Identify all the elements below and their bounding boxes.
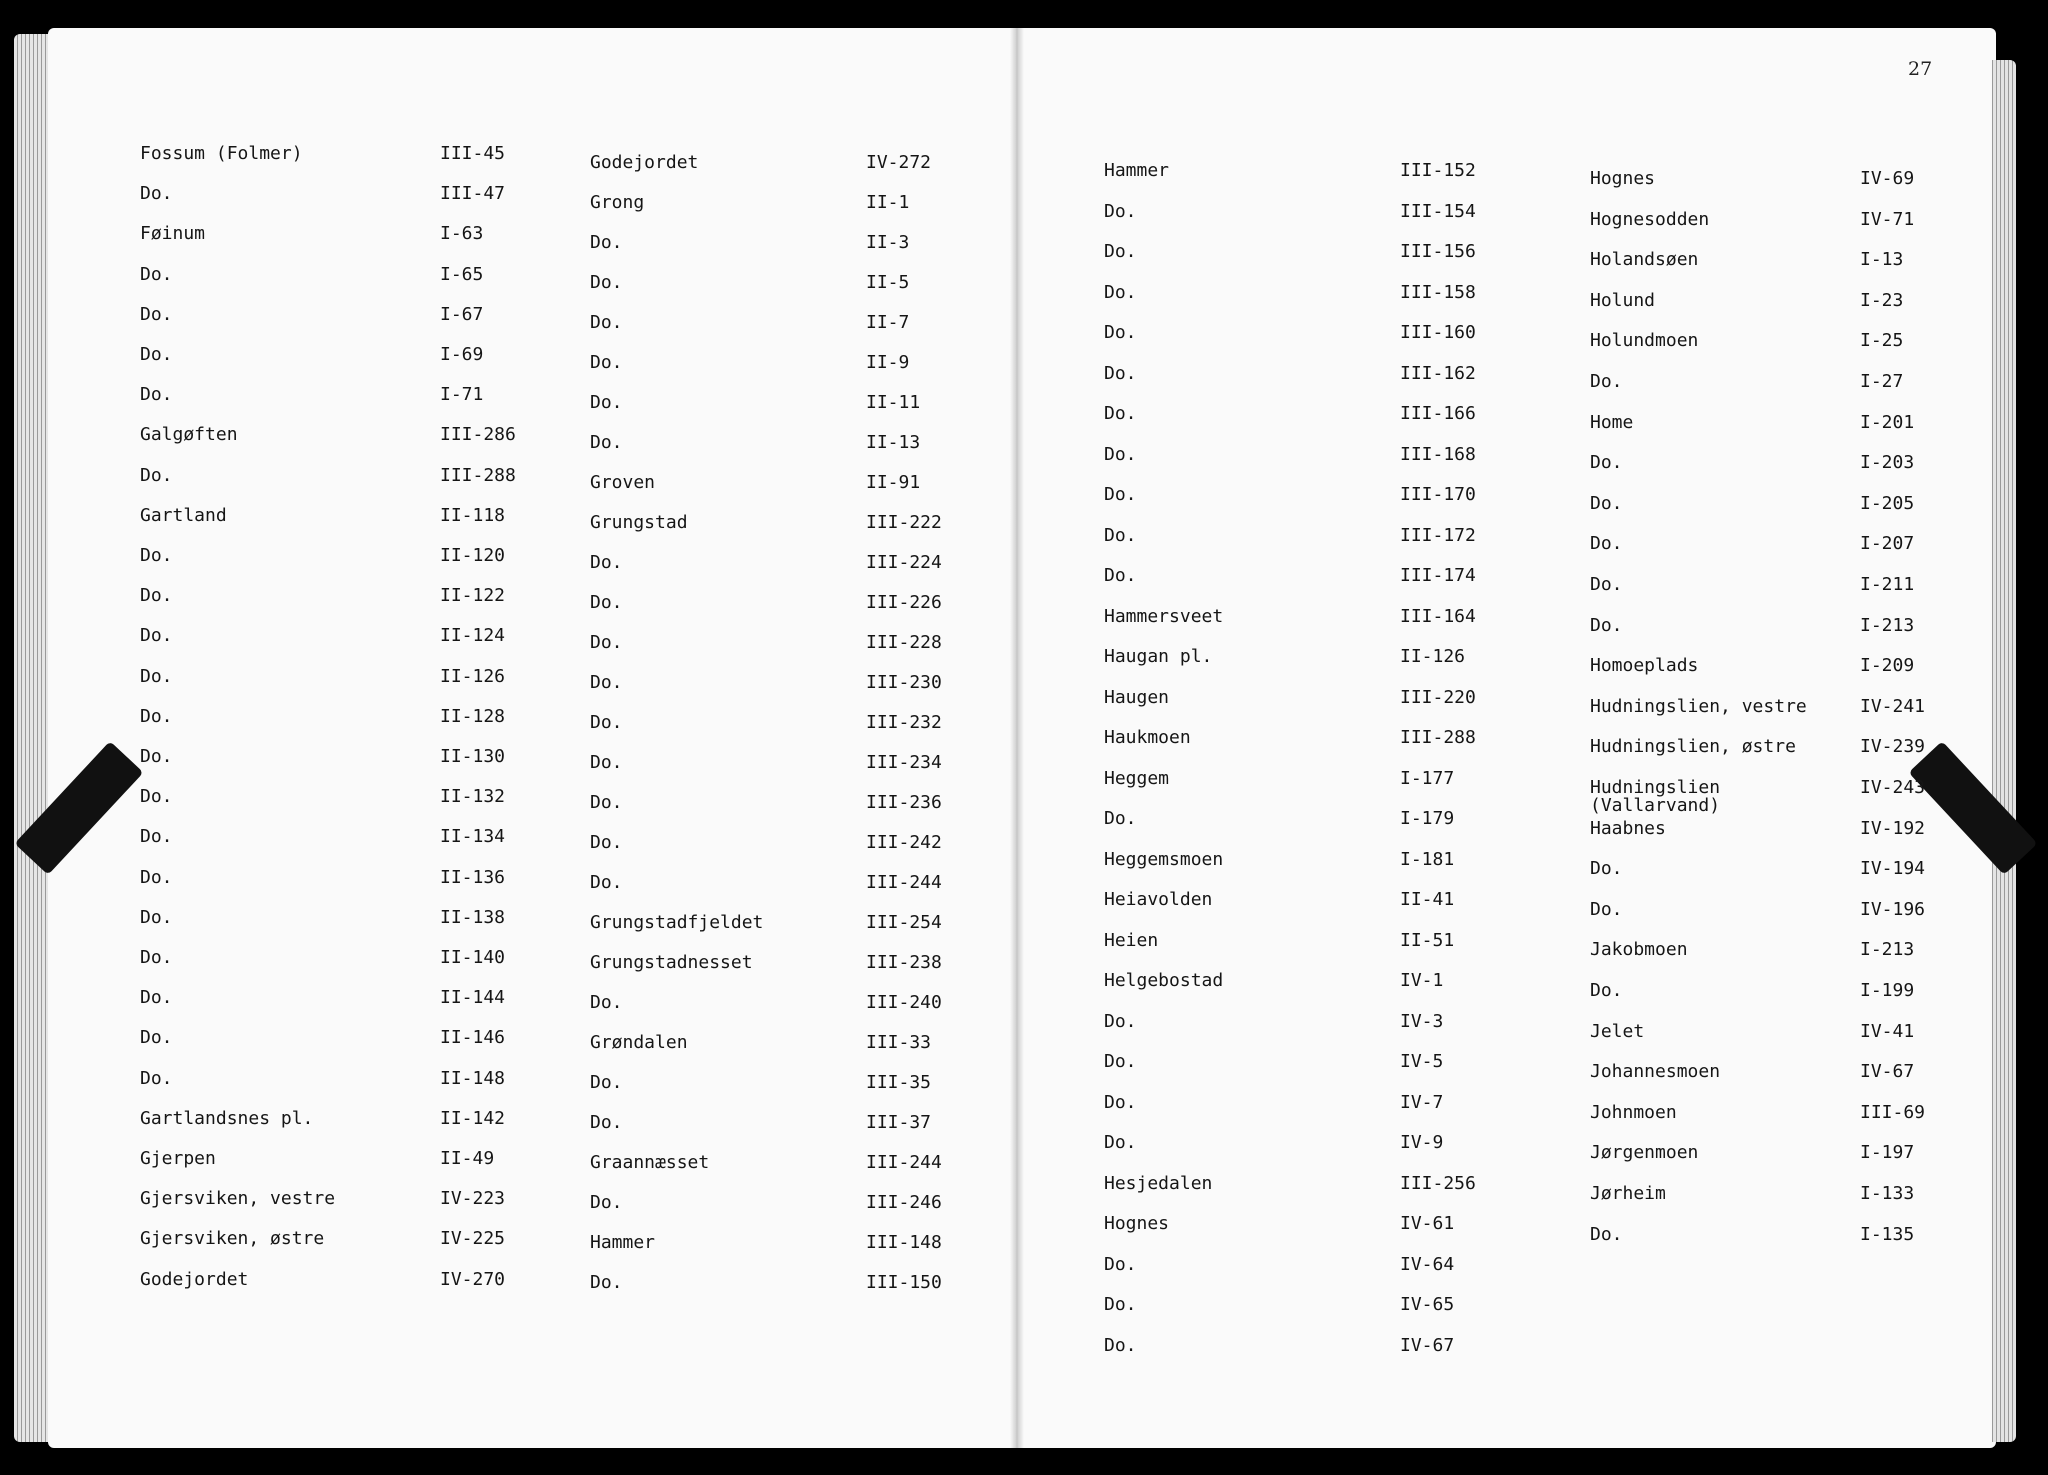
volume-page-ref: II-41 [1400,889,1455,910]
farm-name: Do. [1104,484,1137,505]
volume-page-ref: III-164 [1400,605,1476,627]
volume-page-ref: I-203 [1860,452,1915,474]
farm-name: Do. [1590,614,1623,636]
volume-page-ref: II-3 [866,232,910,253]
volume-page-ref: I-65 [440,263,484,285]
farm-name: Heggemsmoen [1104,848,1224,870]
farm-name: Do. [590,352,623,373]
farm-name: Hudningslien [1590,777,1721,798]
volume-page-ref: III-158 [1400,281,1476,303]
farm-name: Do. [1590,371,1623,392]
volume-page-ref: III-220 [1400,686,1476,708]
volume-page-ref: III-160 [1400,322,1476,343]
farm-name: Do. [140,705,173,727]
farm-name: Heggem [1104,767,1170,789]
page-number: 27 [1908,58,1933,80]
farm-name: Do. [1104,322,1137,343]
volume-page-ref: III-174 [1400,565,1476,586]
farm-name: Do. [590,632,623,653]
farm-name: Do. [140,786,173,808]
page-edges-left [14,34,52,1442]
farm-name: Galgøften [140,424,238,446]
farm-name: Haabnes [1590,817,1666,839]
volume-page-ref: IV-67 [1400,1334,1455,1356]
farm-name: Do. [1104,1132,1137,1153]
farm-name: Jørheim [1590,1183,1666,1204]
volume-page-ref: II-128 [440,705,506,727]
farm-name: Hognes [1104,1213,1170,1234]
volume-page-ref: IV-71 [1860,208,1915,230]
farm-name: Holandsøen [1590,249,1699,271]
volume-page-ref: II-11 [866,392,921,413]
volume-page-ref: II-122 [440,585,506,607]
farm-name: Hognesodden [1590,208,1710,230]
farm-name: Do. [1104,808,1137,829]
farm-name: Do. [590,792,623,813]
farm-name: Do. [140,625,173,647]
volume-page-ref: III-288 [440,464,516,486]
farm-name: Gjersviken, østre [140,1228,325,1250]
farm-name: Do. [140,303,173,325]
farm-name: Gjerpen [140,1148,216,1169]
volume-page-ref: IV-65 [1400,1294,1455,1315]
volume-page-ref: I-213 [1860,939,1915,961]
volume-page-ref: III-172 [1400,524,1476,546]
farm-name: Do. [1590,574,1623,595]
volume-page-ref: III-154 [1400,200,1476,222]
volume-page-ref: IV-41 [1860,1020,1915,1042]
farm-name: Do. [590,552,623,573]
farm-name: Do. [590,712,623,733]
volume-page-ref: II-142 [440,1107,506,1129]
volume-page-ref: III-156 [1400,241,1476,262]
book-gutter [1010,28,1024,1448]
volume-page-ref: I-207 [1860,533,1915,555]
farm-name: Do. [590,232,623,253]
volume-page-ref: I-67 [440,303,484,325]
volume-page-ref: I-133 [1860,1183,1915,1204]
volume-page-ref: III-45 [440,143,506,164]
volume-page-ref: IV-225 [440,1228,506,1250]
volume-page-ref: III-234 [866,752,942,773]
volume-page-ref: I-199 [1860,980,1915,1001]
farm-name: Do. [140,826,173,848]
farm-name: Føinum [140,223,206,245]
volume-page-ref: II-130 [440,746,506,767]
farm-name: Do. [140,906,173,928]
volume-page-ref: III-244 [866,1152,942,1173]
farm-name: Do. [140,344,173,365]
farm-name: Do. [1104,524,1137,546]
volume-page-ref: III-37 [866,1112,932,1133]
farm-name: Do. [1590,898,1623,920]
volume-page-ref: IV-69 [1860,168,1915,189]
volume-page-ref: III-33 [866,1032,932,1053]
farm-name: Do. [1104,403,1137,424]
volume-page-ref: II-118 [440,504,506,526]
farm-name: Haugen [1104,686,1170,708]
volume-page-ref: III-244 [866,872,942,893]
volume-page-ref: II-126 [1400,646,1466,667]
farm-name: Hammersveet [1104,605,1224,627]
volume-page-ref: II-132 [440,786,506,808]
farm-name: Do. [140,947,173,968]
farm-name: Do. [1104,1051,1137,1072]
farm-name: Do. [1104,1294,1137,1315]
volume-page-ref: II-9 [866,352,910,373]
volume-page-ref: III-152 [1400,160,1476,181]
farm-name: Do. [590,1112,623,1133]
farm-name: Hesjedalen [1104,1172,1213,1194]
farm-name: Do. [140,183,173,205]
farm-name: Johannesmoen [1590,1061,1721,1083]
volume-page-ref: III-286 [440,424,516,446]
farm-name: Do. [1104,1334,1137,1356]
farm-name: Fossum (Folmer) [140,143,303,164]
farm-name: Do. [1104,362,1137,384]
volume-page-ref: III-256 [1400,1172,1476,1194]
farm-name: Grungstadnesset [590,952,753,973]
farm-name: Do. [1104,565,1137,586]
volume-page-ref: II-144 [440,987,506,1009]
volume-page-ref: I-23 [1860,289,1904,311]
farm-name: Do. [140,545,173,566]
farm-name: Do. [590,832,623,853]
page-edges-right [1992,60,2016,1442]
volume-page-ref: III-288 [1400,727,1476,748]
volume-page-ref: I-71 [440,384,484,406]
volume-page-ref: II-138 [440,906,506,928]
farm-name: Homoeplads [1590,655,1699,677]
volume-page-ref: IV-192 [1860,817,1926,839]
volume-page-ref: III-162 [1400,362,1476,384]
farm-name: Do. [140,866,173,888]
farm-name: Do. [590,872,623,893]
farm-name: Do. [1590,980,1623,1001]
volume-page-ref: I-27 [1860,371,1904,392]
volume-page-ref: I-69 [440,344,484,365]
farm-name: Do. [140,1027,173,1049]
farm-name: Jakobmoen [1590,939,1688,961]
volume-page-ref: I-13 [1860,249,1904,271]
volume-page-ref: IV-241 [1860,695,1926,717]
farm-name: Grungstadfjeldet [590,912,764,933]
farm-name: Grøndalen [590,1032,688,1053]
volume-page-ref: II-136 [440,866,506,888]
farm-name: Do. [1590,858,1623,880]
farm-name: Do. [140,384,173,406]
volume-page-ref: IV-239 [1860,736,1926,758]
volume-page-ref: I-201 [1860,411,1915,433]
volume-page-ref: III-168 [1400,443,1476,465]
farm-name: Hudningslien, vestre [1590,695,1807,717]
volume-page-ref: IV-9 [1400,1132,1444,1153]
volume-page-ref: I-179 [1400,808,1455,829]
volume-page-ref: III-224 [866,552,942,573]
farm-name: Holundmoen [1590,330,1699,352]
volume-page-ref: II-91 [866,472,921,493]
farm-name: Do. [590,592,623,613]
farm-name: Johnmoen [1590,1101,1677,1123]
volume-page-ref: IV-61 [1400,1213,1455,1234]
volume-page-ref: II-49 [440,1148,495,1169]
farm-name-continuation: (Vallarvand) [1590,795,1721,816]
volume-page-ref: IV-64 [1400,1253,1455,1275]
volume-page-ref: IV-3 [1400,1010,1444,1032]
volume-page-ref: IV-7 [1400,1091,1444,1113]
volume-page-ref: III-69 [1860,1101,1926,1123]
farm-name: Graannæsset [590,1152,710,1173]
farm-name: Grong [590,192,645,213]
volume-page-ref: III-222 [866,512,942,533]
farm-name: Gartlandsnes pl. [140,1107,314,1129]
volume-page-ref: II-120 [440,545,506,566]
volume-page-ref: IV-67 [1860,1061,1915,1083]
farm-name: Home [1590,411,1634,433]
farm-name: Haukmoen [1104,727,1191,748]
farm-name: Hognes [1590,168,1656,189]
farm-name: Groven [590,472,656,493]
volume-page-ref: I-25 [1860,330,1904,352]
volume-page-ref: III-226 [866,592,942,613]
volume-page-ref: III-230 [866,672,942,693]
volume-page-ref: III-47 [440,183,506,205]
volume-page-ref: III-228 [866,632,942,653]
volume-page-ref: III-166 [1400,403,1476,424]
farm-name: Do. [1590,492,1623,514]
farm-name: Jelet [1590,1020,1645,1042]
volume-page-ref: IV-270 [440,1268,506,1290]
volume-page-ref: IV-1 [1400,970,1444,991]
volume-page-ref: II-13 [866,432,921,453]
farm-name: Jørgenmoen [1590,1142,1699,1164]
volume-page-ref: I-181 [1400,848,1455,870]
volume-page-ref: III-150 [866,1272,942,1293]
farm-name: Do. [590,432,623,453]
volume-page-ref: II-1 [866,192,910,213]
volume-page-ref: II-146 [440,1027,506,1049]
farm-name: Do. [140,987,173,1009]
farm-name: Do. [1104,1253,1137,1275]
volume-page-ref: I-205 [1860,492,1915,514]
volume-page-ref: I-197 [1860,1142,1915,1164]
farm-name: Grungstad [590,512,688,533]
volume-page-ref: II-126 [440,665,506,687]
volume-page-ref: I-135 [1860,1223,1915,1245]
farm-name: Haugan pl. [1104,646,1213,667]
farm-name: Do. [590,272,623,293]
volume-page-ref: II-5 [866,272,910,293]
farm-name: Do. [1104,1091,1137,1113]
volume-page-ref: III-236 [866,792,942,813]
volume-page-ref: III-232 [866,712,942,733]
volume-page-ref: IV-272 [866,152,932,173]
volume-page-ref: I-177 [1400,767,1455,789]
farm-name: Gjersviken, vestre [140,1188,336,1210]
farm-name: Do. [590,752,623,773]
volume-page-ref: III-148 [866,1232,942,1253]
farm-name: Do. [1590,1223,1623,1245]
volume-page-ref: I-211 [1860,574,1915,595]
volume-page-ref: II-140 [440,947,506,968]
volume-page-ref: II-7 [866,312,910,333]
volume-page-ref: III-242 [866,832,942,853]
volume-page-ref: I-213 [1860,614,1915,636]
farm-name: Do. [140,1067,173,1089]
volume-page-ref: II-51 [1400,929,1455,951]
farm-name: Do. [590,672,623,693]
farm-name: Do. [140,585,173,607]
farm-name: Godejordet [140,1268,249,1290]
volume-page-ref: I-209 [1860,655,1915,677]
volume-page-ref: II-124 [440,625,506,647]
volume-page-ref: IV-194 [1860,858,1926,880]
farm-name: Do. [1104,281,1137,303]
volume-page-ref: IV-243 [1860,777,1926,798]
farm-name: Do. [1104,241,1137,262]
farm-name: Do. [590,1072,623,1093]
farm-name: Do. [590,1192,623,1213]
farm-name: Do. [1104,443,1137,465]
farm-name: Gartland [140,504,227,526]
farm-name: Do. [140,746,173,767]
volume-page-ref: III-170 [1400,484,1476,505]
volume-page-ref: III-35 [866,1072,932,1093]
farm-name: Do. [140,464,173,486]
farm-name: Do. [590,312,623,333]
farm-name: Do. [1104,1010,1137,1032]
volume-page-ref: IV-223 [440,1188,506,1210]
volume-page-ref: IV-196 [1860,898,1926,920]
farm-name: Do. [590,1272,623,1293]
volume-page-ref: II-134 [440,826,506,848]
farm-name: Helgebostad [1104,970,1224,991]
farm-name: Godejordet [590,152,699,173]
farm-name: Hammer [1104,160,1170,181]
volume-page-ref: III-238 [866,952,942,973]
farm-name: Do. [140,665,173,687]
farm-name: Hammer [590,1232,656,1253]
farm-name: Hudningslien, østre [1590,736,1796,758]
farm-name: Do. [1104,200,1137,222]
volume-page-ref: IV-5 [1400,1051,1444,1072]
volume-page-ref: II-148 [440,1067,506,1089]
farm-name: Do. [1590,533,1623,555]
farm-name: Do. [1590,452,1623,474]
farm-name: Do. [590,392,623,413]
volume-page-ref: I-63 [440,223,484,245]
farm-name: Heien [1104,929,1159,951]
volume-page-ref: III-246 [866,1192,942,1213]
volume-page-ref: III-240 [866,992,942,1013]
farm-name: Holund [1590,289,1656,311]
farm-name: Do. [140,263,173,285]
volume-page-ref: III-254 [866,912,942,933]
farm-name: Heiavolden [1104,889,1213,910]
farm-name: Do. [590,992,623,1013]
